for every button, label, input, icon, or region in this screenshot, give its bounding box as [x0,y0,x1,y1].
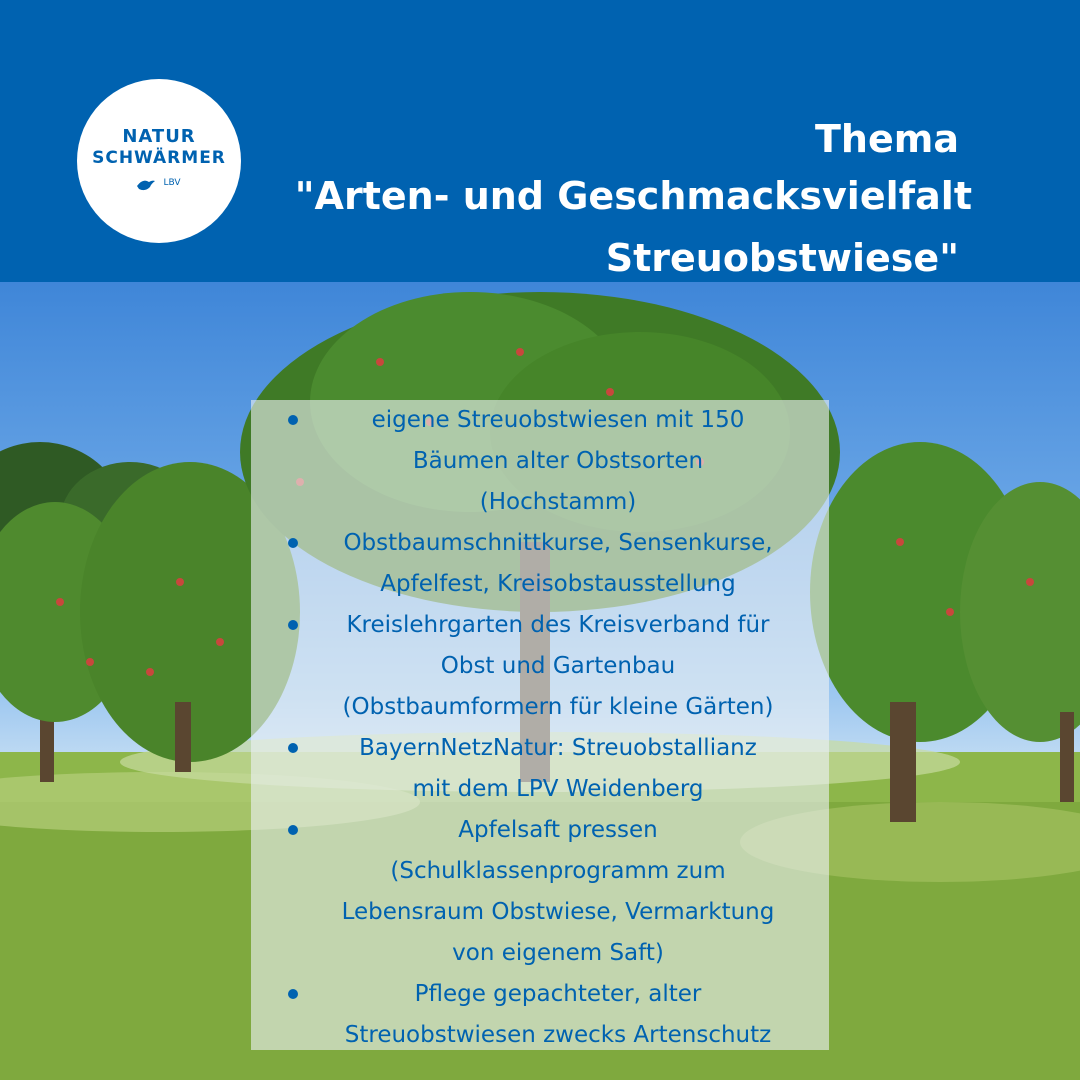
bullet-icon [288,415,298,425]
logo-line-2: SCHWÄRMER [92,148,226,168]
list-item-text: Obstbaumschnittkurse, Sensenkurse, Apfelfest, Kreisobstausstellung [343,530,773,597]
list-item-text: BayernNetzNatur: Streuobstallianz mit dem LPV Weidenberg [359,735,757,802]
header-band [0,0,1080,282]
bullet-list [251,400,829,1056]
list-item [251,605,829,728]
bullet-icon [288,620,298,630]
logo-line-1: NATUR [122,126,196,147]
title-line-2: "Arten- und Geschmacksvielfalt [294,174,972,218]
bullet-icon [288,538,298,548]
content-panel [251,400,829,1050]
list-item [251,523,829,605]
list-item-text: eigene Streuobstwiesen mit 150 Bäumen alter Obstsorten (Hochstamm) [371,407,745,515]
list-item [251,810,829,974]
list-item [251,400,829,523]
list-item [251,728,829,810]
title-line-1: Thema [815,117,959,161]
list-item [251,974,829,1056]
logo-org: LBV [163,178,181,188]
bullet-icon [288,743,298,753]
title-line-3: Streuobstwiese" [605,236,959,280]
list-item-text: Kreislehrgarten des Kreisverband für Obst und Gartenbau (Obstbaumformern für kleine Gärten) [342,612,774,720]
bullet-icon [288,989,298,999]
list-item-text: Pflege gepachteter, alter Streuobstwiesen zwecks Artenschutz [344,981,772,1048]
list-item-text: Apfelsaft pressen (Schulklassenprogramm zum Lebensraum Obstwiese, Vermarktung von eigenem Saft) [341,817,775,966]
bullet-icon [288,825,298,835]
